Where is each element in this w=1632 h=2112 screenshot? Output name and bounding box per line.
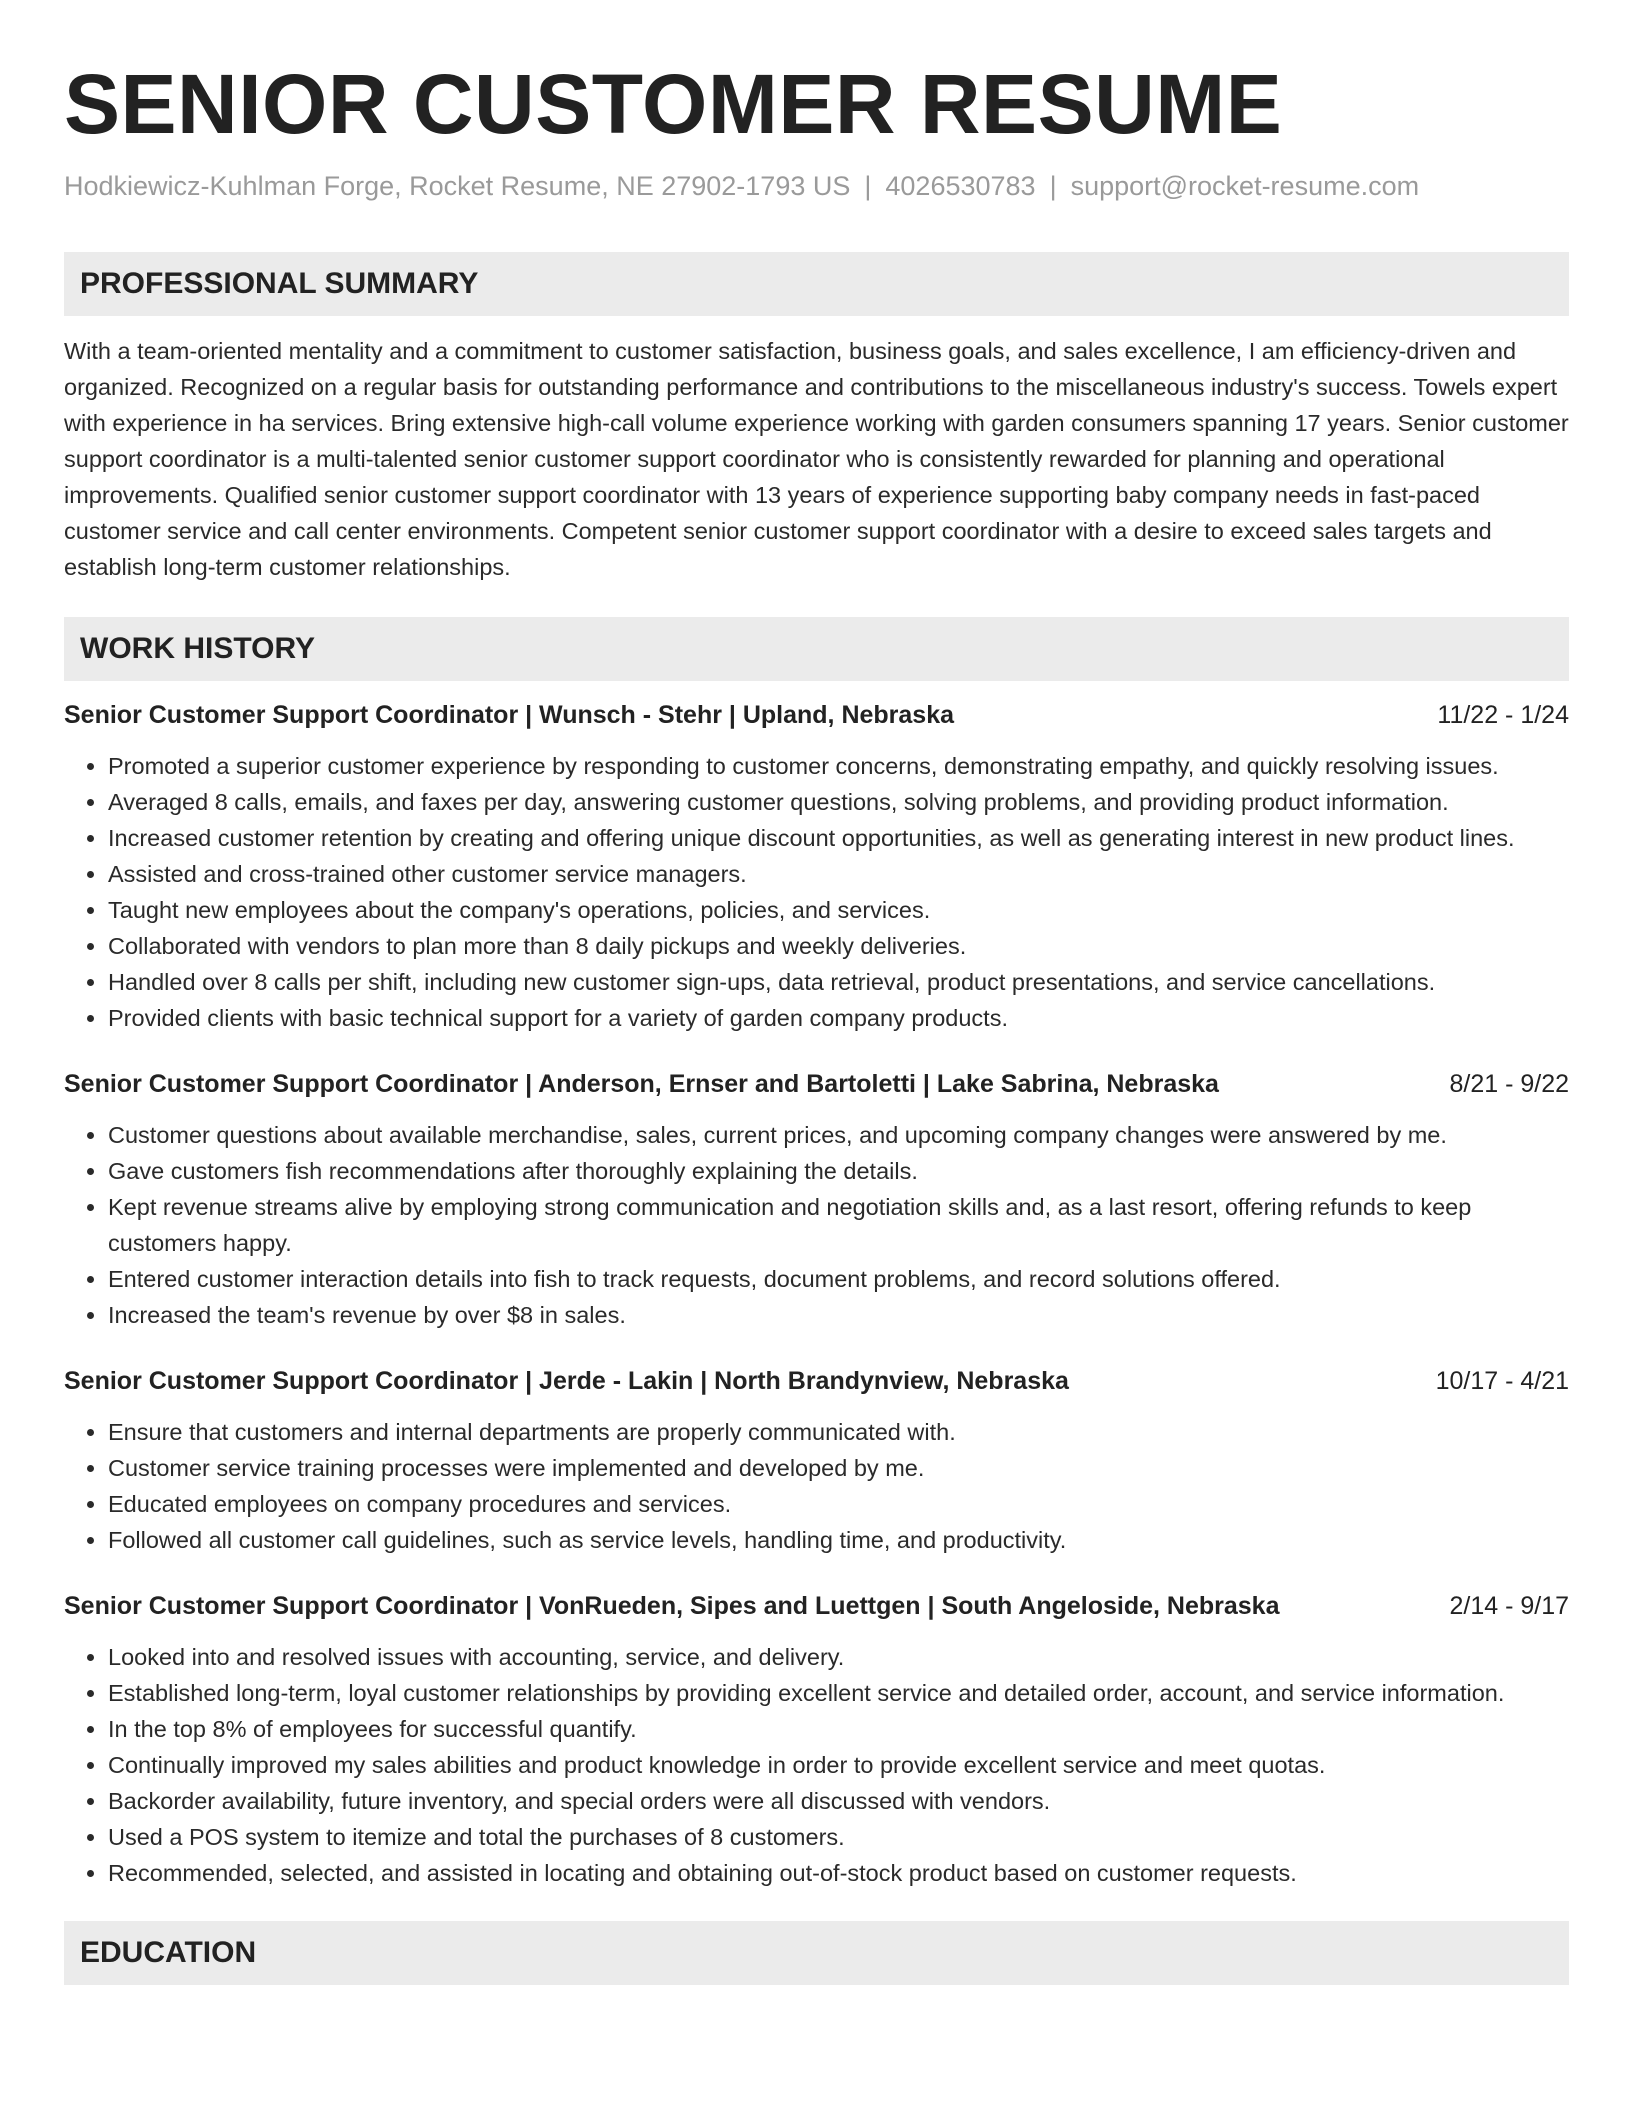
job-bullet: • Increased the team's revenue by over $8 in sales. bbox=[108, 1297, 1569, 1333]
job-bullets bbox=[64, 748, 1569, 1036]
job-bullet: • Handled over 8 calls per shift, including new customer sign-ups, data retrieval, product presentations, and service cancellations. bbox=[108, 964, 1569, 1000]
job-bullet: • Established long-term, loyal customer relationships by providing excellent service and detailed order, account, and service information. bbox=[108, 1675, 1569, 1711]
contact-phone: 4026530783 bbox=[885, 171, 1036, 201]
job-bullet: • Gave customers fish recommendations after thoroughly explaining the details. bbox=[108, 1153, 1569, 1189]
contact-line bbox=[64, 168, 1569, 204]
job-bullet: • Continually improved my sales abilities and product knowledge in order to provide excellent service and meet quotas. bbox=[108, 1747, 1569, 1783]
job-header bbox=[64, 1588, 1569, 1624]
job-bullets bbox=[64, 1414, 1569, 1558]
job-header bbox=[64, 1066, 1569, 1102]
job-entry bbox=[64, 1066, 1569, 1333]
job-entry bbox=[64, 1588, 1569, 1891]
job-bullet: • Used a POS system to itemize and total the purchases of 8 customers. bbox=[108, 1819, 1569, 1855]
job-bullet: • Recommended, selected, and assisted in locating and obtaining out-of-stock product based on customer requests. bbox=[108, 1855, 1569, 1891]
contact-separator: | bbox=[864, 171, 872, 201]
contact-address: Hodkiewicz-Kuhlman Forge, Rocket Resume, NE 27902-1793 US bbox=[64, 171, 851, 201]
job-bullet: • Entered customer interaction details into fish to track requests, document problems, and record solutions offered. bbox=[108, 1261, 1569, 1297]
contact-separator: | bbox=[1049, 171, 1057, 201]
job-dates: 11/22 - 1/24 bbox=[1437, 701, 1569, 729]
job-dates: 2/14 - 9/17 bbox=[1449, 1592, 1569, 1620]
summary-heading: PROFESSIONAL SUMMARY bbox=[64, 252, 1569, 316]
job-header bbox=[64, 697, 1569, 733]
job-bullet: • Increased customer retention by creating and offering unique discount opportunities, as well as generating interest in new product lines. bbox=[108, 820, 1569, 856]
job-bullet: • Ensure that customers and internal departments are properly communicated with. bbox=[108, 1414, 1569, 1450]
job-bullet: • Looked into and resolved issues with accounting, service, and delivery. bbox=[108, 1639, 1569, 1675]
contact-email: support@rocket-resume.com bbox=[1070, 171, 1420, 201]
job-bullet: • Collaborated with vendors to plan more than 8 daily pickups and weekly deliveries. bbox=[108, 928, 1569, 964]
job-bullets bbox=[64, 1639, 1569, 1891]
job-title: Senior Customer Support Coordinator | VonRueden, Sipes and Luettgen | South Angeloside, Nebraska bbox=[64, 1592, 1280, 1620]
job-bullet: • Promoted a superior customer experience by responding to customer concerns, demonstrating empathy, and quickly resolving issues. bbox=[108, 748, 1569, 784]
job-bullet: • Provided clients with basic technical support for a variety of garden company products. bbox=[108, 1000, 1569, 1036]
job-bullet: • Customer questions about available merchandise, sales, current prices, and upcoming company changes were answered by me. bbox=[108, 1117, 1569, 1153]
job-bullet: • Taught new employees about the company's operations, policies, and services. bbox=[108, 892, 1569, 928]
job-bullet: • Customer service training processes were implemented and developed by me. bbox=[108, 1450, 1569, 1486]
resume-title: SENIOR CUSTOMER RESUME bbox=[64, 57, 1283, 151]
job-bullets bbox=[64, 1117, 1569, 1333]
job-bullet: • Kept revenue streams alive by employing strong communication and negotiation skills and, as a last resort, offering refunds to keep customers happy. bbox=[108, 1189, 1569, 1261]
job-entry bbox=[64, 1363, 1569, 1558]
work-history-heading: WORK HISTORY bbox=[64, 617, 1569, 681]
job-bullet: • Backorder availability, future inventory, and special orders were all discussed with vendors. bbox=[108, 1783, 1569, 1819]
work-history-list bbox=[64, 697, 1569, 1891]
job-title: Senior Customer Support Coordinator | Wunsch - Stehr | Upland, Nebraska bbox=[64, 701, 955, 729]
job-dates: 8/21 - 9/22 bbox=[1449, 1070, 1569, 1098]
job-bullet: • Assisted and cross-trained other customer service managers. bbox=[108, 856, 1569, 892]
education-heading: EDUCATION bbox=[64, 1921, 1569, 1985]
job-title: Senior Customer Support Coordinator | Anderson, Ernser and Bartoletti | Lake Sabrina, Nebraska bbox=[64, 1070, 1219, 1098]
job-dates: 10/17 - 4/21 bbox=[1435, 1367, 1569, 1395]
job-bullet: • Educated employees on company procedures and services. bbox=[108, 1486, 1569, 1522]
job-title: Senior Customer Support Coordinator | Jerde - Lakin | North Brandynview, Nebraska bbox=[64, 1367, 1069, 1395]
job-bullet: • Followed all customer call guidelines, such as service levels, handling time, and productivity. bbox=[108, 1522, 1569, 1558]
job-entry bbox=[64, 697, 1569, 1036]
summary-text: With a team-oriented mentality and a commitment to customer satisfaction, business goals, and sales excellence, I am efficiency-driven and organized. Recognized on a regular basis for outstanding performance and contributions to the miscellaneous industry's success. Towels expert with experience in ha services. Bring extensive high-call volume experience working with garden consumers spanning 17 years. Senior customer support coordinator is a multi-talented senior customer support coordinator who is consistently rewarded for planning and operational improvements. Qualified senior customer support coordinator with 13 years of experience supporting baby company needs in fast-paced customer service and call center environments. Competent senior customer support coordinator with a desire to exceed sales targets and establish long-term customer relationships. bbox=[64, 338, 1569, 580]
job-bullet: • In the top 8% of employees for successful quantify. bbox=[108, 1711, 1569, 1747]
job-bullet: • Averaged 8 calls, emails, and faxes per day, answering customer questions, solving problems, and providing product information. bbox=[108, 784, 1569, 820]
job-header bbox=[64, 1363, 1569, 1399]
